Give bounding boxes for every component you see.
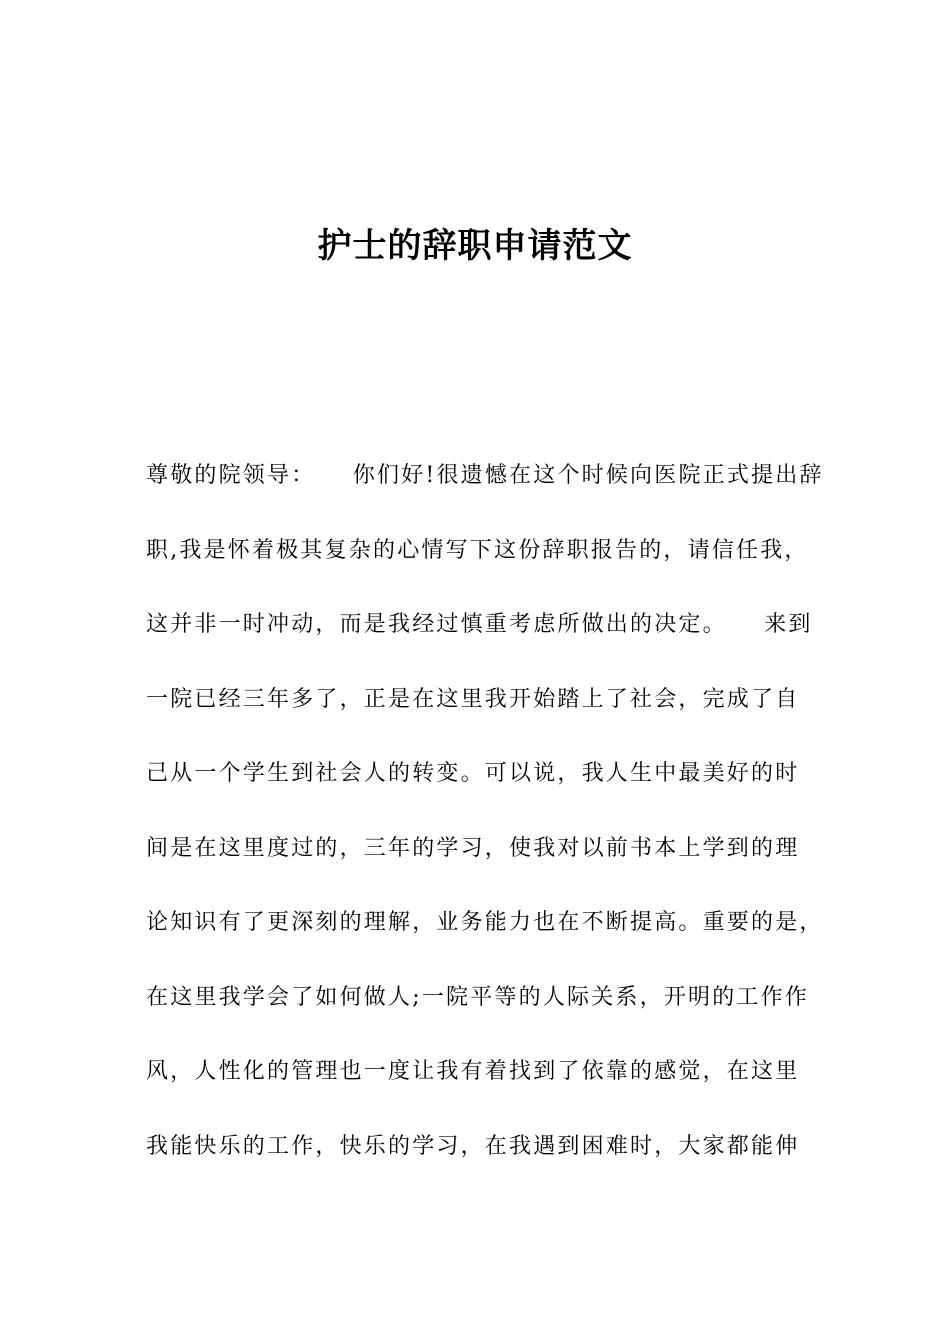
body-line: 我能快乐的工作，快乐的学习，在我遇到困难时，大家都能伸 [146, 1133, 800, 1159]
document-title: 护士的辞职申请范文 [317, 226, 633, 266]
document-body [146, 456, 836, 1201]
body-line: 这并非一时冲动，而是我经过慎重考虑所做出的决定。 来到 [146, 612, 813, 637]
body-line: 己从一个学生到社会人的转变。可以说，我人生中最美好的时 [146, 761, 800, 786]
body-line: 职,我是怀着极其复杂的心情写下这份辞职报告的，请信任我， [146, 537, 809, 563]
body-line: 论知识有了更深刻的理解，业务能力也在不断提高。重要的是， [146, 910, 824, 935]
body-line: 风，人性化的管理也一度让我有着找到了依靠的感觉，在这里 [146, 1059, 800, 1084]
body-line: 一院已经三年多了，正是在这里我开始踏上了社会，完成了自 [146, 686, 800, 712]
body-line: 尊敬的院领导： 你们好!很遗憾在这个时候向医院正式提出辞 [146, 463, 824, 488]
body-line: 间是在这里度过的，三年的学习，使我对以前书本上学到的理 [146, 835, 800, 861]
body-line: 在这里我学会了如何做人;一院平等的人际关系，开明的工作作 [146, 984, 810, 1010]
